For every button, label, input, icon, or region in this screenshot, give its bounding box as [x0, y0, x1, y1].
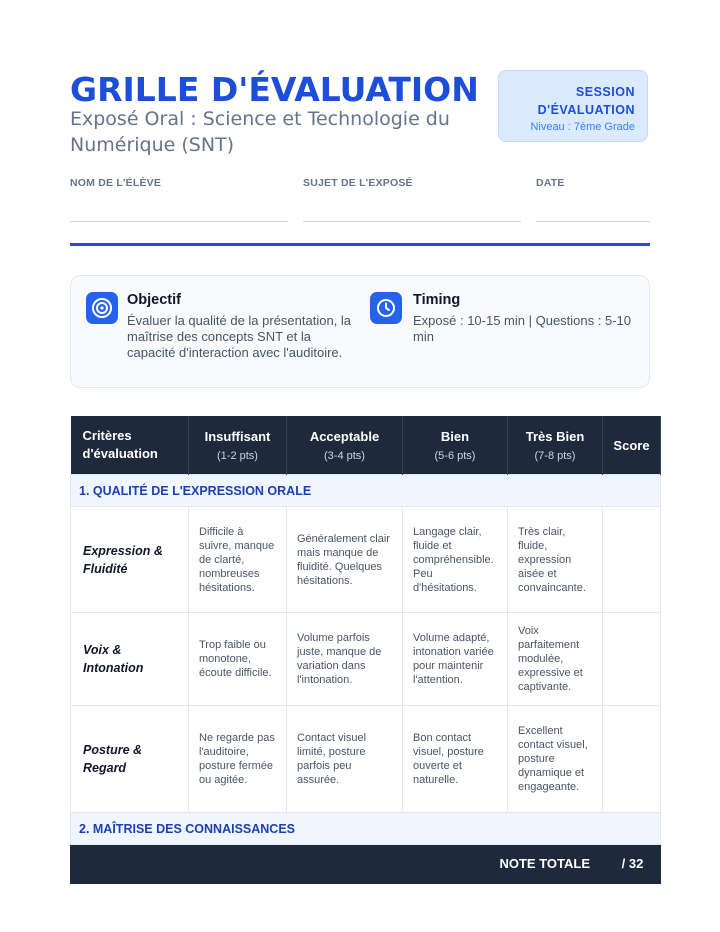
level-cell: Trop faible ou monotone, écoute difficile.	[189, 613, 287, 706]
level-cell: Volume parfois juste, manque de variation dans l'intonation.	[287, 613, 403, 706]
score-cell[interactable]	[603, 613, 661, 706]
header-score: Score	[603, 416, 661, 475]
level-cell: Langage clair, fluide et compréhensible. Peu d'hésitations.	[403, 507, 508, 613]
header-label: Très Bien	[525, 428, 585, 444]
student-name-label: NOM DE L'ÉLÈVE	[70, 177, 162, 189]
timing-title: Timing	[413, 292, 461, 308]
header-points: (3-4 pts)	[324, 449, 365, 462]
table-row	[71, 613, 661, 706]
date-field[interactable]	[536, 221, 650, 222]
page-title: GRILLE D'ÉVALUATION	[70, 70, 479, 109]
header-insuffisant	[189, 416, 287, 475]
info-panel	[70, 275, 650, 388]
table-row	[71, 507, 661, 613]
header-points: (7-8 pts)	[534, 449, 576, 462]
session-level: Niveau : 7ème Grade	[530, 121, 635, 133]
page-subtitle: Exposé Oral : Science et Technologie du Numérique (SNT)	[70, 108, 450, 156]
session-label-2: D'ÉVALUATION	[537, 103, 635, 117]
level-cell: Excellent contact visuel, posture dynamique et engageante.	[508, 706, 603, 813]
objective-title: Objectif	[127, 292, 181, 308]
section-row	[71, 475, 661, 507]
criterion-label: Posture & Regard	[71, 706, 189, 813]
header-points: (1-2 pts)	[217, 449, 258, 462]
clock-icon	[370, 292, 402, 324]
table-header-row	[71, 416, 661, 475]
evaluation-grid	[70, 416, 661, 884]
header-criteria: Critères d'évaluation	[71, 416, 189, 475]
session-badge	[498, 70, 648, 142]
header-acceptable	[287, 416, 403, 475]
criterion-label: Voix & Intonation	[71, 613, 189, 706]
level-cell: Difficile à suivre, manque de clarté, nombreuses hésitations.	[189, 507, 287, 613]
date-label: DATE	[536, 177, 565, 189]
topic-field[interactable]	[303, 221, 521, 222]
session-label-1: SESSION	[575, 85, 635, 99]
score-cell[interactable]	[603, 507, 661, 613]
total-score: / 32	[603, 845, 661, 884]
total-label: NOTE TOTALE	[71, 845, 603, 884]
target-icon	[86, 292, 118, 324]
header-bien	[403, 416, 508, 475]
level-cell: Ne regarde pas l'auditoire, posture fermée ou agitée.	[189, 706, 287, 813]
header-divider	[70, 243, 650, 246]
timing-text: Exposé : 10-15 min | Questions : 5-10 min	[413, 313, 631, 344]
student-name-field[interactable]	[70, 221, 288, 222]
header-tres-bien	[508, 416, 603, 475]
level-cell: Volume adapté, intonation variée pour maintenir l'attention.	[403, 613, 508, 706]
table-row	[71, 706, 661, 813]
objective-text: Évaluer la qualité de la présentation, la maîtrise des concepts SNT et la capacité d'interaction avec l'auditoire.	[127, 313, 352, 360]
level-cell: Voix parfaitement modulée, expressive et captivante.	[508, 613, 603, 706]
section-title: 1. QUALITÉ DE L'EXPRESSION ORALE	[71, 475, 661, 507]
level-cell: Généralement clair mais manque de fluidité. Quelques hésitations.	[287, 507, 403, 613]
score-cell[interactable]	[603, 706, 661, 813]
header-label: Acceptable	[309, 428, 380, 444]
section-title: 2. MAÎTRISE DES CONNAISSANCES	[71, 813, 661, 845]
header-points: (5-6 pts)	[434, 449, 476, 462]
level-cell: Bon contact visuel, posture ouverte et naturelle.	[403, 706, 508, 813]
header-label: Insuffisant	[204, 428, 271, 444]
criterion-label: Expression & Fluidité	[71, 507, 189, 613]
level-cell: Très clair, fluide, expression aisée et convaincante.	[508, 507, 603, 613]
section-row	[71, 813, 661, 845]
topic-label: SUJET DE L'EXPOSÉ	[303, 177, 413, 189]
header-label: Bien	[440, 428, 470, 444]
total-row	[71, 845, 661, 884]
level-cell: Contact visuel limité, posture parfois peu assurée.	[287, 706, 403, 813]
